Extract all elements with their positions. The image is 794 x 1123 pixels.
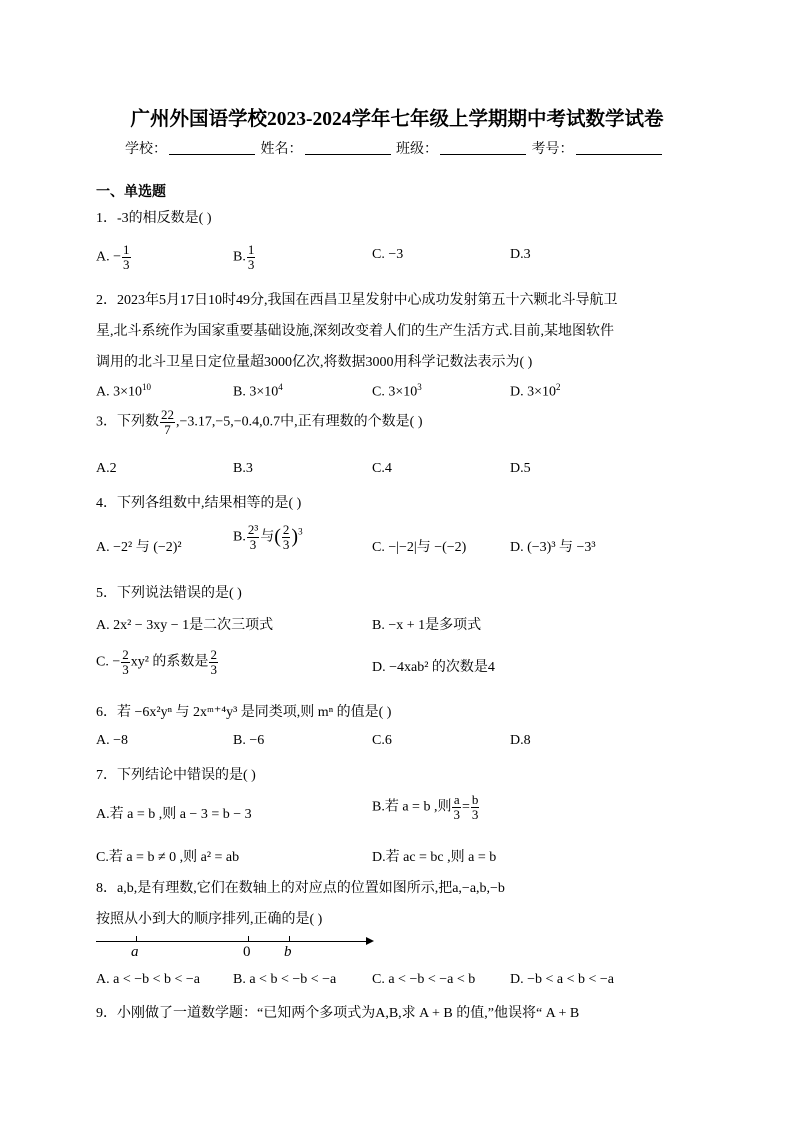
q5-option-b: B. −x + 1是多项式 [372,618,482,633]
q1-option-c: C. −3 [372,247,404,262]
q4-option-a: A. −2² 与 (−2)² [96,540,182,555]
q7-b-num: a [453,792,460,807]
q3-suffix: ,−3.17,−5,−0.4,0.7中,正有理数的个数是( ) [176,414,423,430]
q4-option-d: D. (−3)³ 与 −3³ [510,540,596,555]
q5-c-den: 3 [122,661,129,677]
q7-option-b [372,793,480,821]
q6-option-b: B. −6 [233,733,265,748]
school-blank[interactable] [169,140,255,155]
q6-option-c: C.6 [372,733,392,748]
q1-b-fraction [247,243,256,271]
q7-option-d: D.若 ac = bc ,则 a = b [372,850,497,865]
q5-option-a: A. 2x² − 3xy − 1是二次三项式 [96,618,274,633]
q8-option-c: C. a < −b < −a < b [372,972,476,987]
q8-option-a: A. a < −b < b < −a [96,972,201,987]
q4-b-den2: 3 [282,536,290,552]
name-blank[interactable] [305,140,391,155]
q5-option-c [96,648,219,676]
number-blank[interactable] [576,140,662,155]
student-info-line [125,138,664,158]
q3-option-d: D.5 [510,461,531,476]
q7-option-c: C.若 a = b ≠ 0 ,则 a² = ab [96,850,240,865]
q2-option-a [96,382,151,401]
q2-option-c [372,382,422,401]
tick-b [289,936,290,942]
tick-a [136,936,137,942]
question-2-line-1: 2．2023年5月17日10时49分,我国在西昌卫星发射中心成功发射第五十六颗北斗导航卫 [96,293,618,308]
q6-option-d: D.8 [510,733,531,748]
q1-option-d: D.3 [510,247,531,262]
q1-option-b [233,243,256,271]
axis-label-a: a [131,944,139,960]
q5-c-fraction-2 [209,648,218,676]
q8-option-b: B. a < b < −b < −a [233,972,337,987]
question-5-stem: 5．下列说法错误的是( ) [96,586,242,601]
q7-option-a: A.若 a = b ,则 a − 3 = b − 3 [96,807,252,822]
q1-a-den: 3 [123,256,130,272]
question-7-stem: 7．下列结论中错误的是( ) [96,768,256,783]
class-blank[interactable] [440,140,526,155]
q3-fraction [160,408,175,436]
q2-c-base: C. 3×10 [372,384,418,400]
page-title: 广州外国语学校2023-2024学年七年级上学期期中考试数学试卷 [130,109,664,130]
q2-b-base: B. 3×10 [233,384,279,400]
q5-c-num2: 2 [210,647,217,662]
q7-b-prefix: B.若 a = b ,则 [372,799,452,815]
question-4-stem: 4．下列各组数中,结果相等的是( ) [96,496,302,511]
section-heading: 一、单选题 [96,185,166,200]
q2-option-d [510,382,561,401]
q2-option-b [233,382,283,401]
question-2-line-3: 调用的北斗卫星日定位量超3000亿次,将数据3000用科学记数法表示为( ) [96,355,533,370]
question-1-stem: 1．-3的相反数是( ) [96,211,212,226]
q3-den: 7 [164,421,171,437]
q7-b-den: 3 [453,806,460,822]
q5-c-num: 2 [122,647,129,662]
q8-option-d: D. −b < a < b < −a [510,972,615,987]
q6-option-a: A. −8 [96,733,129,748]
q4-b-exp: 3 [298,526,303,537]
q3-option-b: B.3 [233,461,253,476]
q4-b-open-paren: ( [274,525,281,548]
q4-b-fraction-2 [282,523,291,551]
question-9-line-1: 9．小刚做了一道数学题：“已知两个多项式为A,B,求 A + B 的值,”他误将“ A + B [96,1006,580,1021]
q4-b-num2: 2 [282,522,290,537]
q4-b-fraction-1 [247,523,259,551]
q3-num: 22 [161,407,174,422]
q4-option-b [233,523,303,551]
q7-b-den2: 3 [471,806,479,822]
class-label: 班级： [396,142,438,157]
q2-c-exp: 3 [417,382,422,392]
q7-b-fraction-1 [452,793,461,821]
q2-d-exp: 2 [556,382,561,392]
q5-c-prefix: C. − [96,654,121,670]
q5-c-den2: 3 [210,661,217,677]
question-8-line-1: 8．a,b,是有理数,它们在数轴上的对应点的位置如图所示,把a,−a,b,−b [96,881,505,896]
q4-b-mid: 与 [260,529,275,545]
q2-a-base: A. 3×10 [96,384,143,400]
q1-a-fraction [122,243,131,271]
axis-label-0: 0 [243,944,251,960]
q5-c-mid: xy² 的系数是 [130,654,209,670]
question-6-stem: 6．若 −6x²yⁿ 与 2xᵐ⁺⁴y³ 是同类项,则 mⁿ 的值是( ) [96,705,392,720]
number-label: 考号： [531,142,574,157]
q1-option-a [96,243,132,271]
q4-b-close-paren: ) [291,525,299,548]
q7-b-fraction-2 [471,793,480,821]
q3-option-c: C.4 [372,461,392,476]
q1-a-prefix: A. − [96,249,122,265]
q4-b-prefix: B. [233,529,246,545]
q4-b-den: 3 [249,536,257,552]
q2-a-exp: 10 [142,382,152,392]
q1-b-prefix: B. [233,249,246,265]
q4-option-c: C. −|−2|与 −(−2) [372,540,467,555]
q3-prefix: 3．下列数 [96,414,159,430]
axis-label-b: b [284,944,292,960]
question-2-line-2: 星,北斗系统作为国家重要基础设施,深刻改变着人们的生产生活方式.目前,某地图软件 [96,324,614,339]
question-8-line-2: 按照从小到大的顺序排列,正确的是( ) [96,912,323,927]
q7-b-mid: = [461,799,470,815]
q1-a-num: 1 [123,242,130,257]
q1-b-num: 1 [247,242,255,257]
tick-0 [248,936,249,942]
q5-option-d: D. −4xab² 的次数是4 [372,660,495,675]
q5-c-fraction-1 [121,648,130,676]
q2-b-exp: 4 [278,382,283,392]
q1-b-den: 3 [247,256,255,272]
name-label: 姓名： [260,142,303,157]
number-line-arrow-icon [366,937,374,945]
q7-b-num2: b [471,792,479,807]
school-label: 学校： [125,142,167,157]
q3-option-a: A.2 [96,461,117,476]
question-3-stem [96,408,423,436]
q2-d-base: D. 3×10 [510,384,557,400]
q4-b-num: 2³ [247,522,259,537]
